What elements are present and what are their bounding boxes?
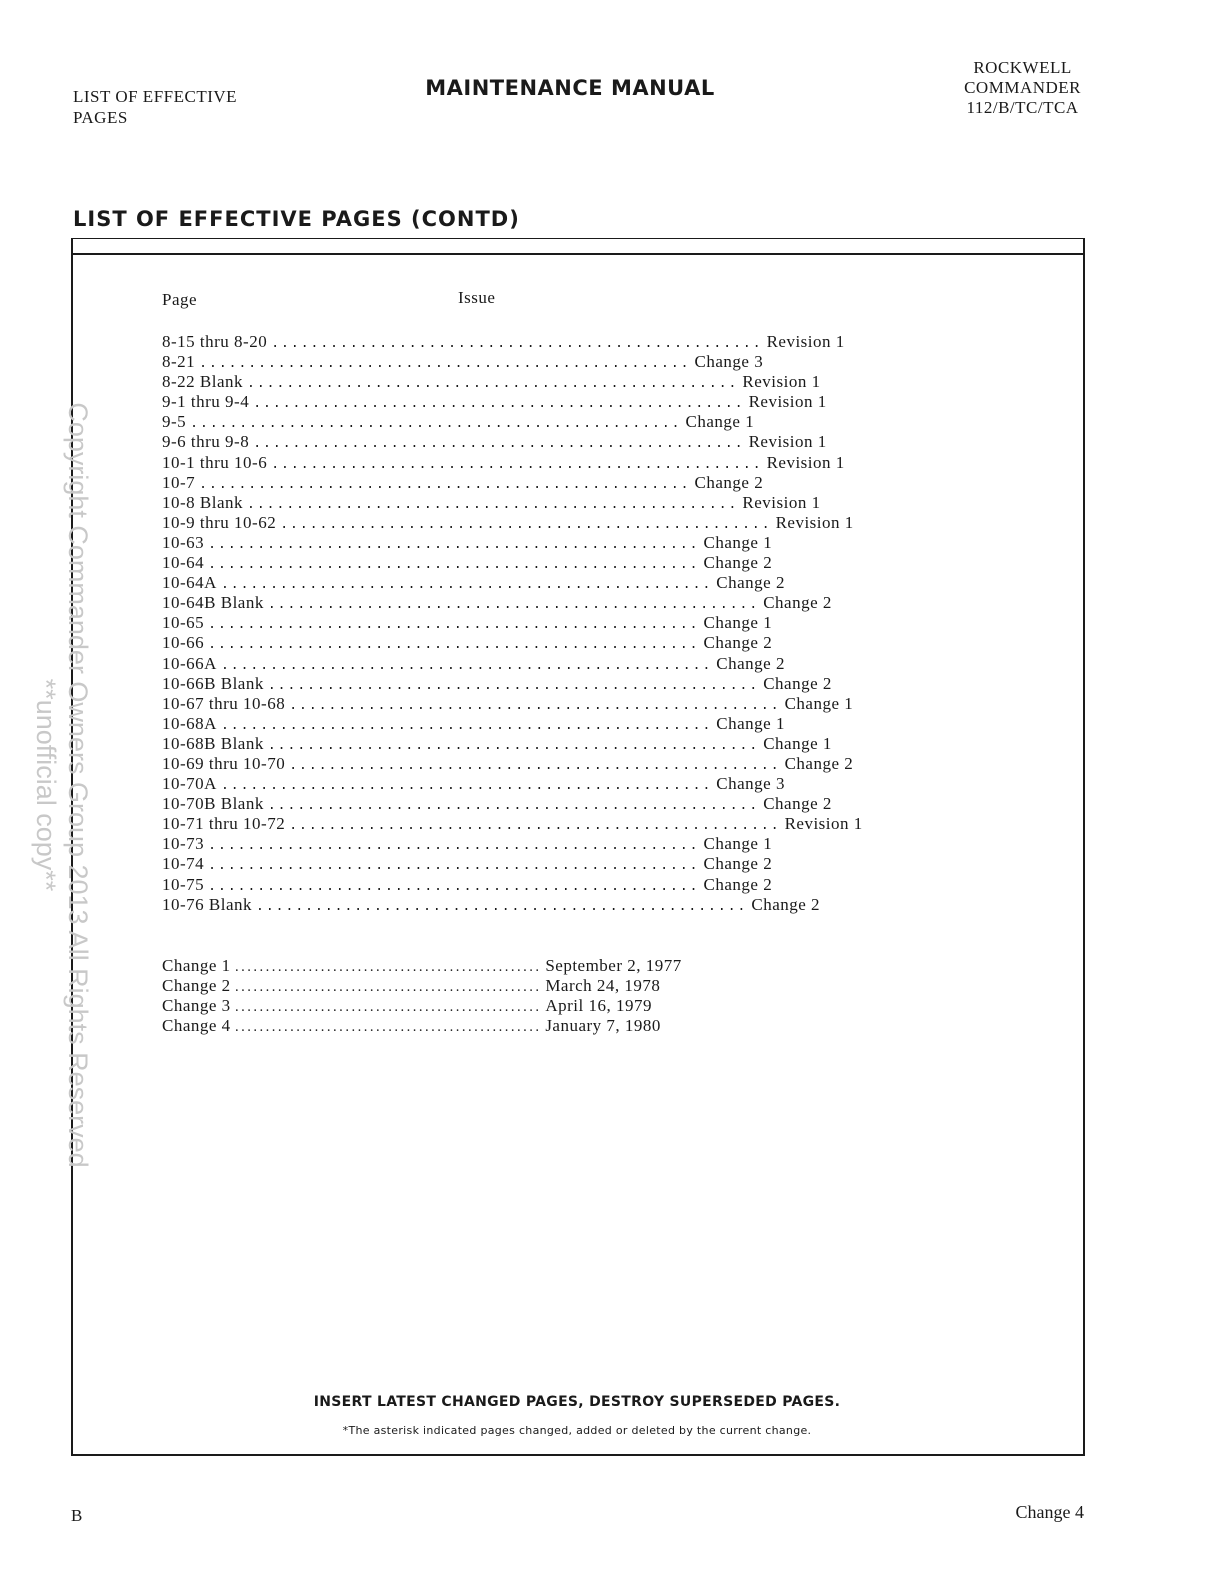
row-label: Change 1 (162, 956, 231, 975)
row-label: Change 4 (162, 1016, 231, 1036)
dot-leader: .................................................. (267, 798, 760, 814)
dot-leader: .................................................. (234, 1000, 542, 1016)
row-value: Change 3 (716, 774, 785, 794)
row-label: 10-69 thru 10-70 (162, 753, 286, 773)
row-value: April 16, 1979 (545, 996, 652, 1016)
list-row (162, 633, 773, 653)
row-label: 10-73 (162, 834, 205, 854)
list-row (162, 532, 773, 553)
row-value: Change 2 (763, 673, 832, 693)
dot-leader: .................................................. (199, 356, 691, 372)
row-label: 10-74 (162, 854, 205, 874)
list-row (162, 553, 773, 573)
list-row (162, 412, 755, 432)
row-value: Change 1 (703, 613, 773, 633)
dot-leader: .................................................. (280, 516, 772, 532)
change-identifier: Change 4 (1015, 1502, 1084, 1522)
list-row (162, 834, 773, 854)
aircraft-model-label (964, 58, 1081, 118)
row-value: Change 2 (751, 894, 821, 914)
row-label: 10-67 thru 10-68 (162, 693, 286, 713)
list-row (162, 814, 863, 834)
list-row (162, 874, 773, 895)
row-value: Change 2 (716, 653, 785, 673)
row-label: 10-64 (162, 553, 205, 573)
row-label: 9-1 thru 9-4 (162, 392, 250, 412)
watermark-line1: Copyright Commander Owners Group 2013 All Rights Reserved (63, 402, 93, 1168)
row-label: Change 2 (162, 976, 231, 996)
manual-title: MAINTENANCE MANUAL (425, 76, 715, 100)
row-value: Change 2 (703, 874, 773, 894)
dot-leader: .................................................. (271, 336, 763, 351)
dot-leader: .................................................. (253, 396, 745, 412)
dot-leader: .................................................. (199, 476, 691, 492)
list-row (162, 492, 821, 513)
row-label: 10-71 thru 10-72 (162, 814, 286, 834)
dot-leader: .................................................. (247, 496, 739, 512)
row-label: 10-68A (162, 713, 217, 733)
footer-asterisk-note: *The asterisk indicated pages changed, added or deleted by the current change. (342, 1424, 812, 1437)
list-row (162, 774, 785, 794)
row-label: Change 3 (162, 996, 231, 1016)
list-row (162, 794, 832, 814)
dot-leader: .................................................. (220, 577, 713, 593)
row-value: Change 2 (703, 553, 773, 573)
list-row (162, 733, 832, 754)
dot-leader: .................................................. (208, 637, 700, 653)
row-label: 8-22 Blank (162, 372, 244, 392)
dot-leader: .................................................. (289, 818, 781, 834)
row-value: Change 1 (763, 733, 832, 753)
list-row (162, 593, 832, 613)
row-label: 10-68B Blank (162, 733, 264, 753)
list-row (162, 472, 764, 493)
row-value: Revision 1 (742, 492, 821, 512)
list-row (162, 753, 854, 774)
row-value: Change 2 (763, 794, 832, 814)
header-right-line1: ROCKWELL (973, 58, 1072, 77)
list-row (162, 996, 652, 1016)
row-value: Change 2 (763, 593, 832, 613)
column-header-issue: Issue (458, 288, 496, 307)
dot-leader: .................................................. (208, 858, 700, 874)
row-value: Revision 1 (748, 392, 827, 412)
list-row (162, 452, 845, 473)
row-value: Revision 1 (742, 372, 821, 392)
dot-leader: .................................................. (267, 677, 760, 693)
list-row (162, 713, 785, 734)
dot-leader: .................................................. (208, 838, 700, 854)
row-label: 10-70B Blank (162, 794, 264, 814)
row-value: Revision 1 (766, 332, 845, 351)
page-identifier: B (71, 1506, 83, 1525)
row-value: Revision 1 (775, 512, 854, 532)
row-label: 8-15 thru 8-20 (162, 332, 268, 351)
list-row (162, 894, 821, 915)
list-row (162, 854, 773, 874)
list-row (162, 1016, 661, 1036)
row-value: September 2, 1977 (545, 956, 682, 975)
row-value: January 7, 1980 (545, 1016, 661, 1036)
header-left-line1: LIST OF EFFECTIVE (73, 87, 238, 106)
list-row (162, 653, 785, 674)
list-row (162, 372, 821, 392)
dot-leader: .................................................. (247, 376, 739, 392)
frame-inner-line (71, 253, 1083, 255)
footer-instruction: INSERT LATEST CHANGED PAGES, DESTROY SUPERSEDED PAGES. (313, 1394, 841, 1410)
row-value: Change 2 (784, 753, 854, 773)
row-label: 10-66A (162, 653, 217, 673)
row-value: Change 3 (694, 352, 764, 372)
row-label: 9-6 thru 9-8 (162, 432, 250, 452)
list-row (162, 673, 832, 694)
list-row (162, 432, 827, 452)
dot-leader: .................................................. (234, 980, 542, 996)
dot-leader: .................................................. (220, 657, 713, 673)
row-value: Change 1 (784, 693, 854, 713)
row-value: Revision 1 (748, 432, 827, 452)
dot-leader: .................................................. (271, 456, 763, 472)
dot-leader: .................................................. (190, 416, 682, 432)
row-label: 10-1 thru 10-6 (162, 452, 268, 472)
row-label: 10-64B Blank (162, 593, 264, 613)
dot-leader: .................................................. (208, 617, 700, 633)
row-label: 10-70A (162, 774, 217, 794)
change-dates-list (162, 956, 682, 1036)
dot-leader: .................................................. (234, 960, 542, 975)
list-row (162, 976, 661, 996)
row-value: Change 2 (703, 854, 773, 874)
row-value: March 24, 1978 (545, 976, 661, 996)
row-value: Change 2 (703, 633, 773, 653)
row-label: 10-76 Blank (162, 894, 253, 914)
row-label: 10-9 thru 10-62 (162, 512, 277, 532)
row-value: Change 1 (703, 532, 773, 552)
row-value: Revision 1 (784, 814, 863, 834)
row-value: Change 2 (694, 472, 764, 492)
list-row (162, 512, 854, 533)
list-row (162, 332, 845, 352)
dot-leader: .................................................. (289, 757, 781, 773)
row-value: Revision 1 (766, 452, 845, 472)
dot-leader: .................................................. (256, 898, 748, 914)
dot-leader: .................................................. (208, 878, 700, 894)
list-row (162, 392, 827, 412)
row-label: 10-7 (162, 472, 196, 492)
list-row (162, 956, 682, 976)
list-row (162, 352, 764, 372)
list-row (162, 693, 854, 714)
header-right-line3: 112/B/TC/TCA (966, 98, 1079, 117)
dot-leader: .................................................. (234, 1020, 542, 1036)
row-label: 10-65 (162, 613, 205, 633)
dot-leader: .................................................. (220, 717, 713, 733)
dot-leader: .................................................. (220, 778, 713, 794)
section-title: LIST OF EFFECTIVE PAGES (CONTD) (73, 207, 520, 231)
row-value: Change 1 (716, 713, 785, 733)
header-right-line2: COMMANDER (964, 78, 1081, 97)
row-label: 10-66 (162, 633, 205, 653)
row-label: 10-66B Blank (162, 673, 264, 693)
dot-leader: .................................................. (208, 536, 700, 552)
list-row (162, 613, 773, 633)
row-label: 10-75 (162, 874, 205, 894)
row-label: 8-21 (162, 352, 196, 372)
row-value: Change 1 (685, 412, 755, 432)
dot-leader: .................................................. (267, 737, 760, 753)
row-label: 10-63 (162, 532, 205, 552)
dot-leader: .................................................. (289, 697, 781, 713)
row-value: Change 2 (716, 573, 785, 593)
dot-leader: .................................................. (267, 597, 760, 613)
watermark-line2: **unofficial copy** (31, 678, 61, 892)
row-label: 10-8 Blank (162, 492, 244, 512)
header-left-line2: PAGES (73, 108, 128, 127)
effective-pages-list (162, 332, 863, 915)
dot-leader: .................................................. (253, 436, 745, 452)
row-value: Change 1 (703, 834, 773, 854)
row-label: 9-5 (162, 412, 187, 432)
column-header-page: Page (162, 290, 198, 309)
row-label: 10-64A (162, 573, 217, 593)
header-section-label (73, 86, 237, 128)
dot-leader: .................................................. (208, 557, 700, 573)
list-row (162, 573, 785, 593)
